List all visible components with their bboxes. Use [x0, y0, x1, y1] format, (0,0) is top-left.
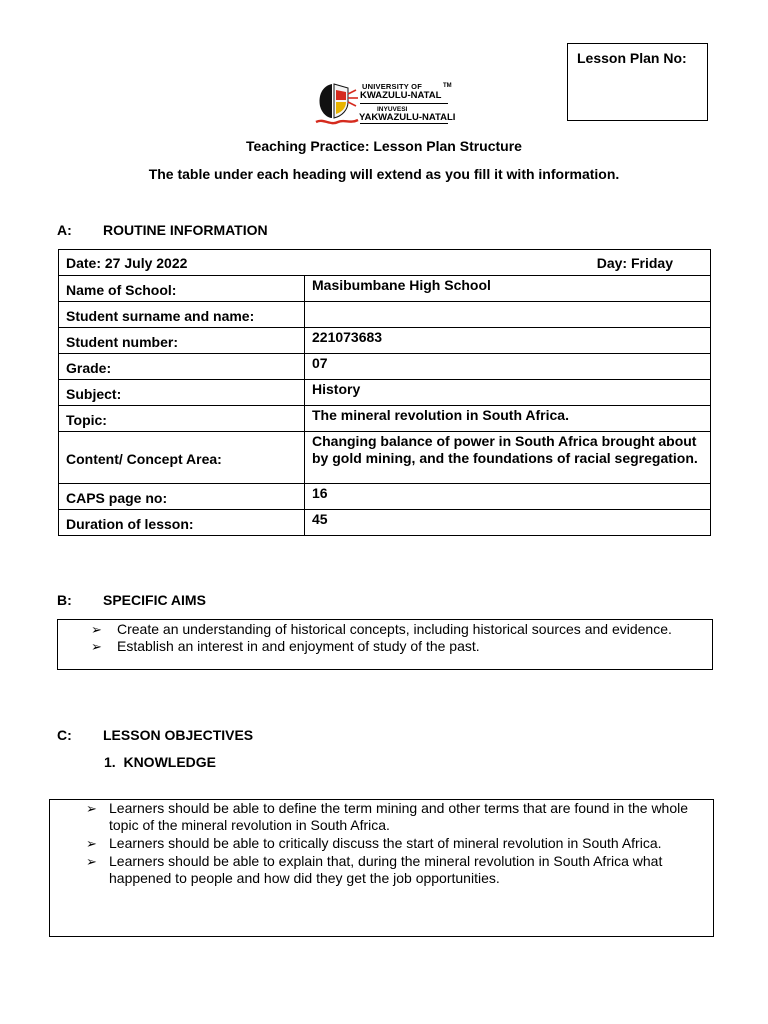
- university-logo: [312, 78, 462, 130]
- row-value: History: [305, 380, 711, 406]
- knowledge-subheading: 1. KNOWLEDGE: [104, 754, 217, 770]
- row-label: Student number:: [59, 328, 305, 354]
- list-item-text: Learners should be able to critically discuss the start of mineral revolution in South Africa.: [109, 835, 662, 851]
- logo-text-inyuvesi: INYUVESI: [377, 106, 408, 113]
- document-title: Teaching Practice: Lesson Plan Structure: [246, 138, 522, 154]
- table-row: [59, 328, 711, 354]
- arrow-bullet-icon: ➢: [91, 622, 102, 637]
- arrow-bullet-icon: ➢: [86, 854, 97, 869]
- logo-text-kwazulu-natal: KWAZULU-NATAL: [360, 90, 442, 101]
- arrow-bullet-icon: ➢: [91, 639, 102, 654]
- document-subtitle: The table under each heading will extend as you fill it with information.: [148, 166, 620, 182]
- date-value: Date: 27 July 2022: [66, 254, 188, 271]
- row-label: Student surname and name:: [59, 302, 305, 328]
- section-title: ROUTINE INFORMATION: [103, 222, 268, 238]
- row-value: 45: [305, 510, 711, 536]
- list-item-text: Learners should be able to explain that, during the mineral revolution in South Africa what happened to people and how did they get the job opportunities.: [109, 853, 663, 886]
- arrow-bullet-icon: ➢: [86, 836, 97, 851]
- arrow-bullet-icon: ➢: [86, 801, 97, 816]
- section-b-heading: [57, 592, 457, 610]
- table-row: [59, 510, 711, 536]
- row-label: CAPS page no:: [59, 484, 305, 510]
- list-item: [50, 835, 707, 852]
- knowledge-objectives-box: [49, 799, 714, 937]
- row-value: Masibumbane High School: [305, 276, 711, 302]
- table-row: [59, 276, 711, 302]
- logo-divider: [360, 103, 448, 104]
- section-letter: B:: [57, 592, 72, 608]
- day-value: Day: Friday: [596, 254, 673, 271]
- row-label: Content/ Concept Area:: [59, 432, 305, 484]
- row-label: Name of School:: [59, 276, 305, 302]
- table-row: [59, 302, 711, 328]
- section-letter: C:: [57, 727, 72, 743]
- table-row: [59, 250, 711, 276]
- table-row: [59, 380, 711, 406]
- routine-information-table: [58, 249, 711, 536]
- list-item: [50, 853, 707, 887]
- logo-trademark: TM: [443, 83, 452, 89]
- lesson-plan-number-label: Lesson Plan No:: [577, 50, 687, 66]
- row-value: 221073683: [305, 328, 711, 354]
- logo-text-university-of: UNIVERSITY OF: [362, 82, 422, 91]
- table-row: [59, 432, 711, 484]
- row-value: Changing balance of power in South Africa brought about by gold mining, and the foundations of racial segregation.: [305, 432, 711, 484]
- list-item: [58, 638, 712, 655]
- row-label: Topic:: [59, 406, 305, 432]
- university-crest-icon: [312, 78, 360, 130]
- lesson-plan-number-box: [567, 43, 708, 121]
- table-row: [59, 406, 711, 432]
- row-label: Duration of lesson:: [59, 510, 305, 536]
- row-value: The mineral revolution in South Africa.: [305, 406, 711, 432]
- list-item-text: Create an understanding of historical concepts, including historical sources and evidence.: [117, 621, 672, 637]
- section-a-heading: [57, 222, 457, 240]
- table-row: [59, 354, 711, 380]
- logo-text-yakwazulu-natali: YAKWAZULU-NATALI: [359, 112, 456, 123]
- section-title: SPECIFIC AIMS: [103, 592, 206, 608]
- list-item-text: Establish an interest in and enjoyment of study of the past.: [117, 638, 480, 654]
- list-item: [58, 621, 712, 638]
- row-label: Grade:: [59, 354, 305, 380]
- logo-divider: [360, 123, 448, 124]
- table-row: [59, 484, 711, 510]
- section-c-heading: [57, 727, 457, 745]
- section-title: LESSON OBJECTIVES: [103, 727, 254, 743]
- row-value: 07: [305, 354, 711, 380]
- specific-aims-box: [57, 619, 713, 670]
- list-item-text: Learners should be able to define the term mining and other terms that are found in the whole topic of the mineral revolution in South Africa.: [109, 800, 689, 833]
- row-value: 16: [305, 484, 711, 510]
- section-letter: A:: [57, 222, 72, 238]
- list-item: [50, 800, 707, 834]
- row-value: [305, 302, 711, 328]
- date-day-cell: [59, 250, 711, 276]
- row-label: Subject:: [59, 380, 305, 406]
